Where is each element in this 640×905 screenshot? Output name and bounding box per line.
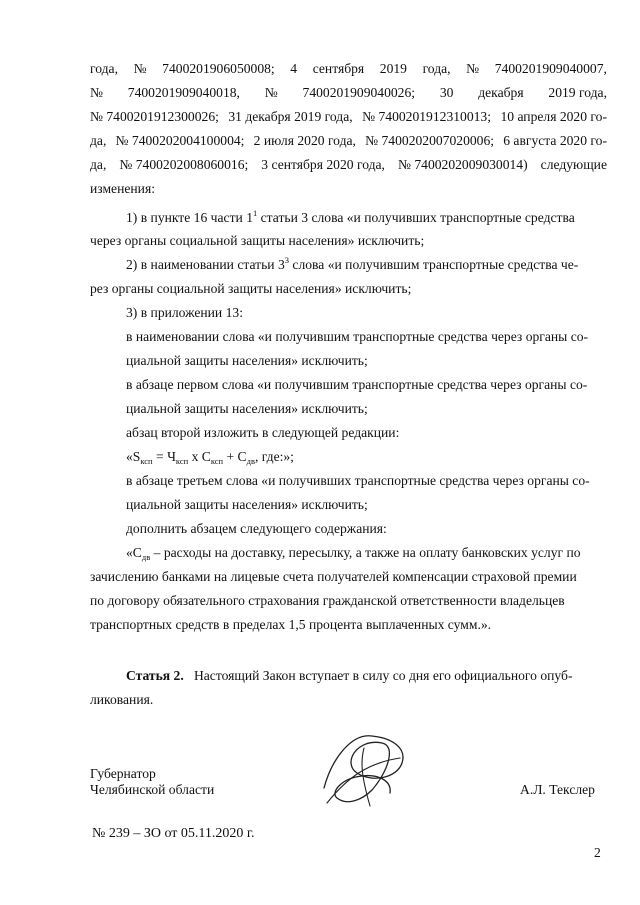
word: № [466, 61, 480, 76]
quote-part: «С [126, 545, 142, 560]
subitem-1-cont: циальной защиты населения» исключить; [126, 353, 368, 368]
subscript: ксп [210, 456, 224, 466]
word: да, [90, 133, 107, 148]
subscript: ксп [175, 456, 189, 466]
signatory-role-2: Челябинской области [90, 782, 215, 797]
formula-part: = Ч [152, 449, 176, 464]
quote-line-1 [126, 545, 581, 561]
item-2-text: 2) в наименовании статьи 3 [126, 257, 285, 272]
text-line-6: изменения: [90, 181, 155, 196]
word: 7400201909040007, [494, 61, 607, 76]
quote-line-3: по договору обязательного страхования гражданской ответственности владельцев [90, 593, 565, 608]
subitem-5: дополнить абзацем следующего содержания: [126, 521, 387, 536]
article-2 [126, 668, 573, 684]
word: 7400201909040026; [302, 85, 416, 100]
item-1 [126, 210, 575, 226]
word: № [264, 85, 278, 100]
subitem-3: абзац второй изложить в следующей редакции: [126, 425, 400, 440]
item-1-text: 1) в пункте 16 части 1 [126, 210, 253, 225]
word: 7400201906050008; [162, 61, 275, 76]
word: № 7400202004100004; [115, 133, 245, 148]
subitem-2-cont: циальной защиты населения» исключить; [126, 401, 368, 416]
word: сентября [312, 61, 365, 76]
article-2-cont: ликования. [90, 692, 154, 707]
formula [126, 449, 294, 465]
word: 31 декабря 2019 года, [228, 109, 353, 124]
page-number: 2 [594, 845, 601, 860]
signatory-role-1: Губернатор [90, 766, 156, 781]
item-2-text-cont: слова «и получившим транспортные средства че- [289, 257, 579, 272]
text-line-1 [90, 61, 607, 77]
subscript: ксп [140, 456, 153, 466]
word: да, [90, 157, 107, 172]
word: 6 августа 2020 го- [503, 133, 607, 148]
text-line-5 [90, 157, 607, 173]
subitem-2: в абзаце первом слова «и получившим транспортные средства через органы со- [126, 377, 588, 392]
word: № 7400202009030014) [397, 157, 528, 172]
word: декабря [478, 85, 524, 100]
word: № [90, 85, 103, 100]
word: 10 апреля 2020 го- [500, 109, 607, 124]
superscript: 1 [253, 208, 258, 218]
item-3: 3) в приложении 13: [126, 305, 243, 320]
item-2 [126, 257, 578, 273]
word: № 7400202008060016; [119, 157, 249, 172]
item-2-cont: рез органы социальной защиты населения» исключить; [90, 281, 412, 296]
handwritten-signature [312, 718, 422, 813]
subitem-4: в абзаце третьем слова «и получивших транспортные средства через органы со- [126, 473, 590, 488]
word: № [133, 61, 147, 76]
subitem-4-cont: циальной защиты населения» исключить; [126, 497, 368, 512]
word: № 7400201912310013; [362, 109, 492, 124]
word: 2019 [379, 61, 407, 76]
law-number: № 239 – ЗО от 05.11.2020 г. [92, 826, 255, 841]
text-line-4 [90, 133, 607, 149]
quote-line-2: зачислению банками на лицевые счета получателей компенсации страховой премии [90, 569, 577, 584]
formula-part: + С [223, 449, 247, 464]
subscript: дв [246, 456, 255, 466]
word: года, [422, 61, 451, 76]
text-line-3 [90, 109, 607, 125]
formula-part: , где:»; [254, 449, 294, 464]
word: года, [90, 61, 118, 76]
word: 7400201909040018, [127, 85, 240, 100]
word: 2019 года, [548, 85, 607, 100]
superscript: 3 [284, 255, 290, 265]
quote-line-4: транспортных средств в пределах 1,5 процента выплаченных сумм.». [90, 617, 492, 632]
article-2-text: Настоящий Закон вступает в силу со дня его официального опуб- [193, 668, 573, 683]
formula-part: «S [126, 449, 141, 464]
text-line-2 [90, 85, 607, 101]
word: 3 сентября 2020 года, [261, 157, 385, 172]
quote-part: – расходы на доставку, пересылку, а также на оплату банковских услуг по [150, 545, 581, 560]
word: 2 июля 2020 года, [253, 133, 356, 148]
word: № 7400202007020006; [365, 133, 495, 148]
subitem-1: в наименовании слова «и получившим транспортные средства через органы со- [126, 329, 589, 344]
word: № 7400201912300026; [90, 109, 219, 124]
subscript: дв [141, 552, 151, 562]
item-1-cont: через органы социальной защиты населения» исключить; [90, 233, 425, 248]
item-1-text-cont: статьи 3 слова «и получивших транспортные средства [257, 210, 575, 225]
article-2-label: Статья 2. [126, 668, 184, 683]
word: следующие [540, 157, 607, 172]
signatory-name: А.Л. Текслер [520, 782, 595, 797]
formula-part: х С [188, 449, 211, 464]
word: 4 [290, 61, 298, 76]
word: 30 [439, 85, 454, 100]
